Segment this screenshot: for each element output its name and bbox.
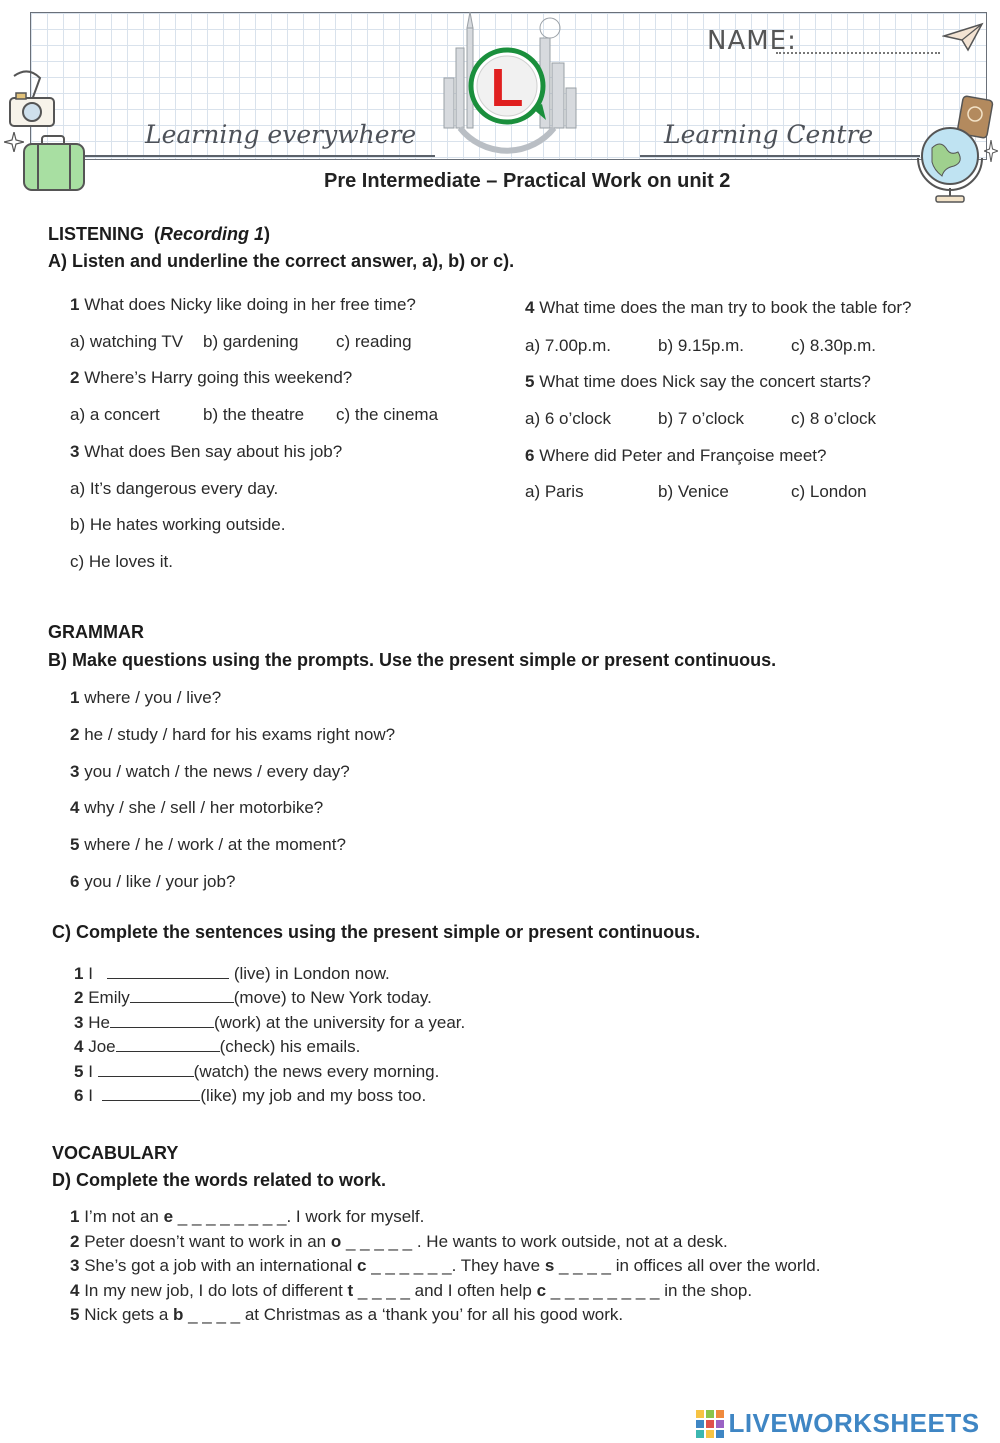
vocabulary-instruction: D) Complete the words related to work. [52,1170,387,1190]
blank-5[interactable] [98,1060,194,1077]
option-1b[interactable]: b) gardening [203,332,299,351]
option-2a[interactable]: a) a concert [70,405,160,424]
divider-right [640,155,920,157]
option-3a[interactable]: a) It’s dangerous every day. [70,479,279,498]
sentence-2: 2 Emily (move) to New York today. [74,988,432,1007]
logo-letter: L [490,58,524,118]
page-title: Pre Intermediate – Practical Work on unit 2 [324,170,731,192]
prompt-4: 4 why / she / sell / her motorbike? [70,798,324,817]
name-label: NAME: [707,26,797,56]
vocab-item-3[interactable]: 3 She’s got a job with an international c _ _ _ _ _ _. They have s _ _ _ _ in offices all over the world. [70,1256,821,1275]
tagline-learning-everywhere: Learning everywhere [145,120,417,149]
blank-4[interactable] [116,1035,220,1052]
grammar-heading: GRAMMAR [48,622,144,642]
option-4c[interactable]: c) 8.30p.m. [791,336,877,355]
option-1c[interactable]: c) reading [336,332,412,351]
sentence-4: 4 Joe (check) his emails. [74,1037,361,1056]
learning-centre-logo [432,8,582,160]
option-3c[interactable]: c) He loves it. [70,552,173,571]
sentence-1: 1 I (live) in London now. [74,964,390,983]
vocab-item-4[interactable]: 4 In my new job, I do lots of different t _ _ _ _ and I often help c _ _ _ _ _ _ _ _ in the shop. [70,1281,753,1300]
blank-2[interactable] [130,986,234,1003]
listening-question-1: 1 What does Nicky like doing in her free time? [70,295,416,314]
sparkle-icon [4,132,24,152]
sentence-5: 5 I (watch) the news every morning. [74,1062,440,1081]
recording-label: Recording 1 [160,224,265,244]
option-6c[interactable]: c) London [791,482,867,501]
vocab-item-2[interactable]: 2 Peter doesn’t want to work in an o _ _ _ _ _ . He wants to work outside, not at a desk. [70,1232,728,1251]
prompt-3: 3 you / watch / the news / every day? [70,762,350,781]
divider-left [85,155,435,157]
option-6b[interactable]: b) Venice [658,482,729,501]
vocab-item-1[interactable]: 1 I’m not an e _ _ _ _ _ _ _ _. I work for myself. [70,1207,425,1226]
blank-1[interactable] [107,962,229,979]
option-5a[interactable]: a) 6 o’clock [525,409,611,428]
listening-question-6: 6 Where did Peter and Françoise meet? [525,446,827,465]
listening-question-2: 2 Where’s Harry going this weekend? [70,368,353,387]
prompt-1: 1 where / you / live? [70,688,222,707]
prompt-2: 2 he / study / hard for his exams right now? [70,725,396,744]
option-5b[interactable]: b) 7 o’clock [658,409,744,428]
prompt-6: 6 you / like / your job? [70,872,236,891]
grammar-instruction-b: B) Make questions using the prompts. Use the present simple or present continuous. [48,650,777,670]
listening-question-5: 5 What time does Nick say the concert starts? [525,372,871,391]
paper-plane-icon [942,22,984,52]
liveworksheets-logo-icon [696,1410,724,1438]
vocabulary-heading: VOCABULARY [52,1143,179,1163]
option-4b[interactable]: b) 9.15p.m. [658,336,744,355]
prompt-5: 5 where / he / work / at the moment? [70,835,346,854]
listening-question-3: 3 What does Ben say about his job? [70,442,343,461]
option-3b[interactable]: b) He hates working outside. [70,515,286,534]
globe-icon [910,118,992,204]
option-4a[interactable]: a) 7.00p.m. [525,336,611,355]
option-5c[interactable]: c) 8 o’clock [791,409,877,428]
option-2c[interactable]: c) the cinema [336,405,439,424]
listening-heading: LISTENING (Recording 1) [48,224,271,244]
suitcase-icon [20,132,90,194]
sentence-6: 6 I (like) my job and my boss too. [74,1086,427,1105]
camera-icon [2,70,62,130]
option-6a[interactable]: a) Paris [525,482,584,501]
option-1a[interactable]: a) watching TV [70,332,184,351]
sparkle-icon-right [984,140,998,162]
blank-6[interactable] [102,1084,200,1101]
liveworksheets-text: LIVEWORKSHEETS [728,1408,980,1438]
sentence-3: 3 He (work) at the university for a year. [74,1013,466,1032]
grammar-instruction-c: C) Complete the sentences using the present simple or present continuous. [52,922,701,942]
listening-heading-text: LISTENING [48,224,145,244]
listening-instruction: A) Listen and underline the correct answer, a), b) or c). [48,251,515,271]
option-2b[interactable]: b) the theatre [203,405,305,424]
vocab-item-5[interactable]: 5 Nick gets a b _ _ _ _ at Christmas as a ‘thank you’ for all his good work. [70,1305,624,1324]
liveworksheets-watermark [696,1408,980,1439]
blank-3[interactable] [110,1011,214,1028]
listening-question-4: 4 What time does the man try to book the table for? [525,298,912,317]
name-input-line[interactable] [776,52,940,54]
tagline-learning-centre: Learning Centre [664,120,874,149]
